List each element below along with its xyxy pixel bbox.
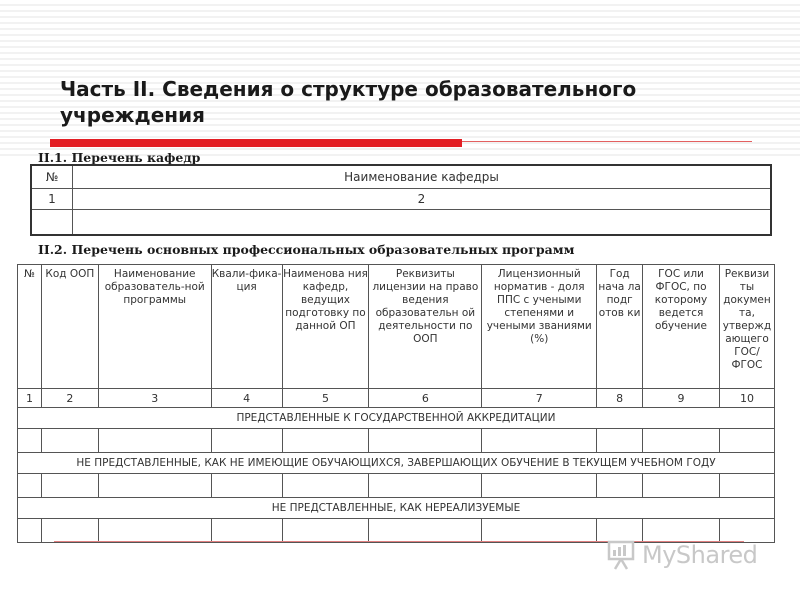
empty-cell[interactable] — [18, 429, 42, 453]
number-cell: 6 — [369, 389, 482, 408]
header-cell: № — [31, 165, 73, 189]
departments-table — [30, 164, 772, 236]
empty-cell[interactable] — [282, 519, 369, 543]
header-cell: Квали-фика-ция — [211, 265, 282, 389]
header-cell: Лицензионный норматив - доля ППС с учеными степенями и учеными званиями (%) — [482, 265, 597, 389]
section-title-programs: II.2. Перечень основных профессиональных образовательных программ — [38, 242, 575, 257]
empty-cell[interactable] — [643, 474, 720, 498]
empty-cell[interactable] — [18, 474, 42, 498]
empty-cell[interactable] — [98, 429, 211, 453]
number-cell: 2 — [73, 189, 772, 210]
empty-cell[interactable] — [719, 474, 774, 498]
header-cell: Реквизиты лицензии на право ведения образовательн ой деятельности по ООП — [369, 265, 482, 389]
empty-cell[interactable] — [369, 519, 482, 543]
empty-cell[interactable] — [211, 519, 282, 543]
number-cell: 5 — [282, 389, 369, 408]
title-accent-bar — [50, 139, 462, 147]
empty-cell[interactable] — [98, 519, 211, 543]
header-cell: № — [18, 265, 42, 389]
empty-cell[interactable] — [31, 210, 73, 236]
empty-cell[interactable] — [211, 474, 282, 498]
programs-table — [17, 264, 775, 543]
table-header-row — [31, 165, 771, 189]
empty-cell[interactable] — [18, 519, 42, 543]
header-cell: Наименова ния кафедр, ведущих подготовку по данной ОП — [282, 265, 369, 389]
number-cell: 10 — [719, 389, 774, 408]
header-cell: Наименование кафедры — [73, 165, 772, 189]
group-row-no-graduates — [18, 453, 775, 474]
number-row — [18, 389, 775, 408]
title-divider-line — [462, 141, 752, 142]
empty-cell[interactable] — [482, 519, 597, 543]
empty-cell[interactable] — [482, 429, 597, 453]
empty-cell[interactable] — [597, 429, 643, 453]
empty-cell[interactable] — [597, 474, 643, 498]
number-cell: 2 — [41, 389, 98, 408]
header-cell: Год нача ла подг отов ки — [597, 265, 643, 389]
empty-cell[interactable] — [282, 429, 369, 453]
empty-cell[interactable] — [369, 429, 482, 453]
number-cell: 4 — [211, 389, 282, 408]
empty-cell[interactable] — [41, 519, 98, 543]
empty-cell[interactable] — [98, 474, 211, 498]
table-row — [18, 429, 775, 453]
number-cell: 8 — [597, 389, 643, 408]
header-cell: Код ООП — [41, 265, 98, 389]
page-title: Часть II. Сведения о структуре образовательного учреждения — [60, 77, 637, 127]
number-cell: 1 — [31, 189, 73, 210]
header-cell: Реквизи ты докумен та, утвержд ающего ГОС/ ФГОС — [719, 265, 774, 389]
table-row — [31, 210, 771, 236]
number-cell: 9 — [643, 389, 720, 408]
presentation-board-icon — [606, 539, 636, 571]
header-cell: Наименование образователь-ной программы — [98, 265, 211, 389]
number-cell: 1 — [18, 389, 42, 408]
empty-cell[interactable] — [41, 429, 98, 453]
empty-cell[interactable] — [643, 429, 720, 453]
empty-cell[interactable] — [282, 474, 369, 498]
header-cell: ГОС или ФГОС, по которому ведется обучение — [643, 265, 720, 389]
number-row — [31, 189, 771, 210]
group-label: НЕ ПРЕДСТАВЛЕННЫЕ, КАК НЕРЕАЛИЗУЕМЫЕ — [18, 498, 775, 519]
empty-cell[interactable] — [211, 429, 282, 453]
watermark-logo — [606, 538, 766, 572]
number-cell: 7 — [482, 389, 597, 408]
empty-cell[interactable] — [73, 210, 772, 236]
empty-cell[interactable] — [719, 429, 774, 453]
table-row — [18, 474, 775, 498]
group-label: НЕ ПРЕДСТАВЛЕННЫЕ, КАК НЕ ИМЕЮЩИЕ ОБУЧАЮЩИХСЯ, ЗАВЕРШАЮЩИХ ОБУЧЕНИЕ В ТЕКУЩЕМ УЧЕБНОМ ГОДУ — [18, 453, 775, 474]
group-label: ПРЕДСТАВЛЕННЫЕ К ГОСУДАРСТВЕННОЙ АККРЕДИТАЦИИ — [18, 408, 775, 429]
section-title-departments: II.1. Перечень кафедр — [38, 150, 201, 165]
empty-cell[interactable] — [482, 474, 597, 498]
table-header-row — [18, 265, 775, 389]
group-row-accreditation — [18, 408, 775, 429]
empty-cell[interactable] — [369, 474, 482, 498]
group-row-not-implemented — [18, 498, 775, 519]
number-cell: 3 — [98, 389, 211, 408]
empty-cell[interactable] — [41, 474, 98, 498]
watermark-text: MyShared — [642, 541, 758, 569]
